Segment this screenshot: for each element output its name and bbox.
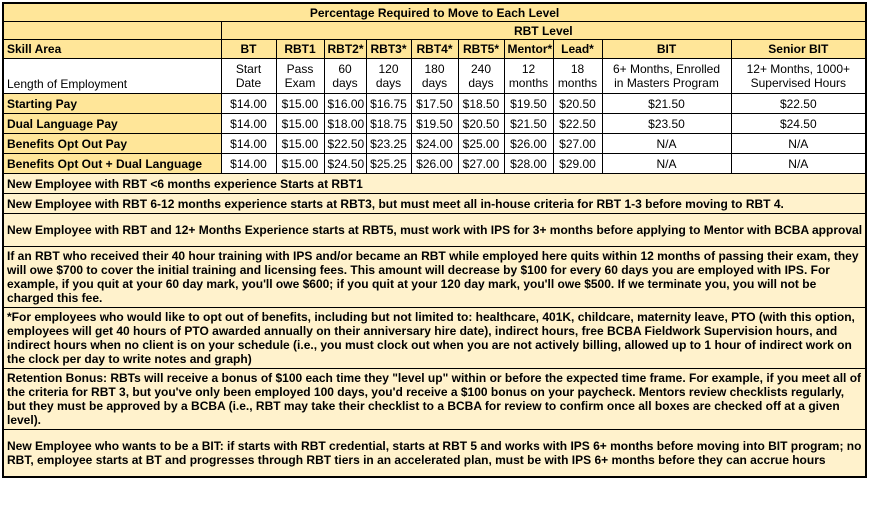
length-cell — [411, 59, 458, 94]
pay-cell: $21.50 — [504, 114, 553, 134]
length-cell — [504, 59, 553, 94]
pay-cell: $15.00 — [276, 94, 324, 114]
length-cell-line: 12 — [521, 62, 536, 76]
pay-cell: N/A — [731, 154, 866, 174]
note-text: *For employees who would like to opt out of benefits, including but not limited to: healthcare, 401K, childcare, maternity leave, PTO (with this option, employees will get 40 hours of PTO awarded annually on their anniversary hire date), indirect hours, free BCBA Fieldwork Supervision hours, and indirect hours when no client is on your schedule (i.e., you must clock out when you are not actively billing, allowed up to 1 hour of indirect work on the clock per day to write notes and graph) — [3, 308, 866, 369]
note-row — [3, 194, 866, 214]
pay-cell: $29.00 — [553, 154, 602, 174]
note-row — [3, 369, 866, 430]
pay-cell: $22.50 — [324, 134, 366, 154]
pay-cell: $17.50 — [411, 94, 458, 114]
length-cell-line: 240 — [470, 62, 492, 76]
column-header-senior-bit: Senior BIT — [731, 40, 866, 59]
pay-cell: $24.50 — [731, 114, 866, 134]
pay-cell: N/A — [731, 134, 866, 154]
pay-row-label: Starting Pay — [3, 94, 221, 114]
length-cell-line: in Masters Program — [614, 76, 719, 90]
length-cell-line: days — [421, 76, 448, 90]
length-cell-line: 60 — [338, 62, 352, 76]
length-cell-line: 180 — [424, 62, 445, 76]
pay-cell: $24.50 — [324, 154, 366, 174]
length-cell — [324, 59, 366, 94]
note-row — [3, 214, 866, 247]
length-cell-line: months — [557, 76, 598, 90]
length-cell-line: days — [375, 76, 402, 90]
pay-cell: $27.00 — [458, 154, 504, 174]
pay-cell: $14.00 — [221, 154, 276, 174]
pay-cell: $22.50 — [553, 114, 602, 134]
length-cell — [602, 59, 731, 94]
column-header-lead: Lead* — [553, 40, 602, 59]
length-cell — [276, 59, 324, 94]
pay-cell: $26.00 — [504, 134, 553, 154]
pay-cell: $18.50 — [458, 94, 504, 114]
pay-cell: $18.00 — [324, 114, 366, 134]
length-of-employment-row — [3, 59, 866, 94]
length-cell-line: days — [332, 76, 358, 90]
length-cell-line: Date — [235, 76, 262, 90]
column-header-bt: BT — [221, 40, 276, 59]
table-title: Percentage Required to Move to Each Level — [3, 3, 866, 22]
pay-cell: $23.25 — [366, 134, 411, 154]
pay-cell: $15.00 — [276, 134, 324, 154]
pay-cell: $28.00 — [504, 154, 553, 174]
length-cell — [221, 59, 276, 94]
pay-cell: N/A — [602, 154, 731, 174]
column-header-rbt3: RBT3* — [366, 40, 411, 59]
column-header-rbt4: RBT4* — [411, 40, 458, 59]
pay-cell: $27.00 — [553, 134, 602, 154]
pay-cell: $14.00 — [221, 114, 276, 134]
note-text: New Employee with RBT and 12+ Months Experience starts at RBT5, must work with IPS for 3+ months before applying to Mentor with BCBA approval — [3, 214, 866, 247]
length-cell-line: Supervised Hours — [750, 76, 846, 90]
pay-cell: $21.50 — [602, 94, 731, 114]
length-cell-line: Exam — [284, 76, 316, 90]
length-cell-line: 120 — [378, 62, 399, 76]
note-text: Retention Bonus: RBTs will receive a bonus of $100 each time they "level up" within or before the expected time frame. For example, if you meet all of the criteria for RBT 3, but you've only been employed 100 days, you'd receive a $100 bonus on your paycheck. Mentors review checklists regularly, but they must be approved by a BCBA (i.e., RBT may take their checklist to a BCBA for review to confirm once all boxes are checked off at a given level). — [3, 369, 866, 430]
pay-cell: $19.50 — [504, 94, 553, 114]
pay-row-label: Dual Language Pay — [3, 114, 221, 134]
length-cell-line: Start — [235, 62, 262, 76]
pay-cell: $22.50 — [731, 94, 866, 114]
column-header-rbt1: RBT1 — [276, 40, 324, 59]
column-header-bit: BIT — [602, 40, 731, 59]
pay-cell: $20.50 — [458, 114, 504, 134]
pay-row-benefits-opt-out-pay — [3, 134, 866, 154]
length-cell-line: days — [468, 76, 494, 90]
pay-cell: $24.00 — [411, 134, 458, 154]
pay-cell: $15.00 — [276, 114, 324, 134]
length-cell-line: 18 — [570, 62, 585, 76]
pay-row-label: Benefits Opt Out + Dual Language — [3, 154, 221, 174]
pay-cell: $26.00 — [411, 154, 458, 174]
pay-cell: N/A — [602, 134, 731, 154]
pay-cell: $25.25 — [366, 154, 411, 174]
note-text: If an RBT who received their 40 hour training with IPS and/or became an RBT while employed here quits within 12 months of passing their exam, they will owe $700 to cover the initial training and licensing fees. This amount will decrease by $100 for every 60 days you are employed with IPS. For example, if you quit at your 60 day mark, you'll owe $600; if you quit at your 120 day mark, you'll owe $500. If we terminate you, you will not be charged this fee. — [3, 247, 866, 308]
pay-row-dual-language-pay — [3, 114, 866, 134]
pay-cell: $16.00 — [324, 94, 366, 114]
note-text: New Employee with RBT <6 months experience Starts at RBT1 — [3, 174, 866, 194]
pay-cell: $19.50 — [411, 114, 458, 134]
rbt-level-header: RBT Level — [221, 22, 866, 40]
length-cell-line: months — [508, 76, 549, 90]
length-cell-line: 6+ Months, Enrolled — [612, 62, 721, 76]
pay-cell: $14.00 — [221, 94, 276, 114]
pay-row-label: Benefits Opt Out Pay — [3, 134, 221, 154]
note-row — [3, 247, 866, 308]
note-text: New Employee who wants to be a BIT: if starts with RBT credential, starts at RBT 5 and works with IPS 6+ months before moving into BIT program; no RBT, employee starts at BT and progresses through RBT tiers in an accelerated plan, must be with IPS 6+ months before they can accrue hours — [3, 430, 866, 478]
pay-cell: $23.50 — [602, 114, 731, 134]
length-cell — [731, 59, 866, 94]
note-row — [3, 430, 866, 478]
pay-cell: $18.75 — [366, 114, 411, 134]
column-header-skill-area: Skill Area — [3, 40, 221, 59]
length-cell-line: 12+ Months, 1000+ — [746, 62, 851, 76]
pay-cell: $16.75 — [366, 94, 411, 114]
level-header-spacer — [3, 22, 221, 40]
length-cell — [458, 59, 504, 94]
length-cell — [366, 59, 411, 94]
column-header-rbt2: RBT2* — [324, 40, 366, 59]
pay-row-benefits-opt-out-dual-language — [3, 154, 866, 174]
column-header-row — [3, 40, 866, 59]
column-header-rbt5: RBT5* — [458, 40, 504, 59]
pay-row-starting-pay — [3, 94, 866, 114]
note-row — [3, 174, 866, 194]
pay-cell: $15.00 — [276, 154, 324, 174]
column-header-mentor: Mentor* — [504, 40, 553, 59]
length-cell — [553, 59, 602, 94]
note-row — [3, 308, 866, 369]
pay-cell: $14.00 — [221, 134, 276, 154]
length-of-employment-label: Length of Employment — [3, 59, 221, 94]
length-cell-line: Pass — [286, 62, 314, 76]
note-text: New Employee with RBT 6-12 months experience starts at RBT3, but must meet all in-house criteria for RBT 1-3 before moving to RBT 4. — [3, 194, 866, 214]
pay-scale-table — [2, 2, 867, 478]
pay-cell: $20.50 — [553, 94, 602, 114]
pay-cell: $25.00 — [458, 134, 504, 154]
